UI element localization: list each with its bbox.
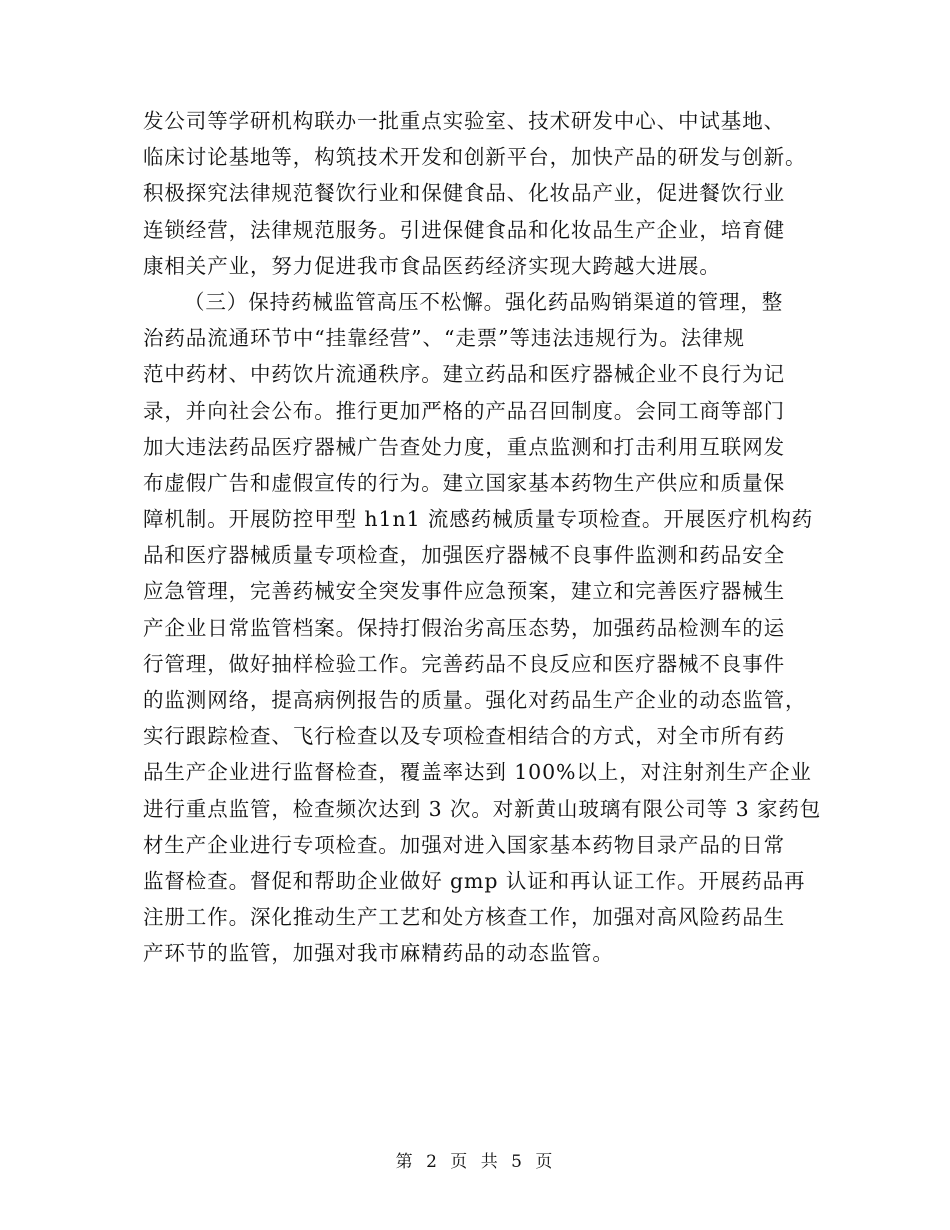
text-line: 品生产企业进行监督检查，覆盖率达到 100%以上，对注射剂生产企业 [143, 760, 812, 785]
text-line: 注册工作。深化推动生产工艺和处方核查工作，加强对高风险药品生 [143, 905, 785, 930]
text-line: 行管理，做好抽样检验工作。完善药品不良反应和医疗器械不良事件 [143, 651, 785, 676]
text-line: 材生产企业进行专项检查。加强对进入国家基本药物目录产品的日常 [143, 832, 785, 857]
text-line: 范中药材、中药饮片流通秩序。建立药品和医疗器械企业不良行为记 [143, 362, 785, 387]
text-line: 的监测网络，提高病例报告的质量。强化对药品生产企业的动态监管， [143, 688, 807, 712]
text-line: 产环节的监管，加强对我市麻精药品的动态监管。 [143, 941, 614, 966]
text-line: 产企业日常监管档案。保持打假治劣高压态势，加强药品检测车的运 [143, 615, 785, 640]
text-line: 发公司等学研机构联办一批重点实验室、技术研发中心、中试基地、 [143, 109, 785, 133]
text-line: 布虚假广告和虚假宣传的行为。建立国家基本药物生产供应和质量保 [143, 470, 785, 495]
text-line: 临床讨论基地等，构筑技术开发和创新平台，加快产品的研发与创新。 [143, 145, 807, 170]
text-line: 治药品流通环节中“挂靠经营”、“走票”等违法违规行为。法律规 [143, 326, 745, 351]
text-line: 加大违法药品医疗器械广告查处力度，重点监测和打击利用互联网发 [143, 434, 785, 459]
body-text [143, 103, 823, 972]
text-line: 品和医疗器械质量专项检查，加强医疗器械不良事件监测和药品安全 [143, 543, 785, 568]
text-line: 连锁经营，法律规范服务。引进保健食品和化妆品生产企业，培育健 [143, 217, 785, 242]
text-line: 障机制。开展防控甲型 h1n1 流感药械质量专项检查。开展医疗机构药 [143, 507, 814, 532]
section-heading-line: （三）保持药械监管高压不松懈。强化药品购销渠道的管理，整 [184, 289, 784, 314]
text-line: 应急管理，完善药械安全突发事件应急预案，建立和完善医疗器械生 [143, 579, 785, 604]
text-line: 实行跟踪检查、飞行检查以及专项检查相结合的方式，对全市所有药 [143, 724, 785, 749]
text-line: 监督检查。督促和帮助企业做好 gmp 认证和再认证工作。开展药品再 [143, 868, 806, 893]
text-line: 进行重点监管，检查频次达到 3 次。对新黄山玻璃有限公司等 3 家药包 [143, 796, 822, 821]
page-number-footer: 第 2 页 共 5 页 [395, 1152, 555, 1172]
text-line: 积极探究法律规范餐饮行业和保健食品、化妆品产业，促进餐饮行业 [143, 181, 785, 206]
text-line: 录，并向社会公布。推行更加严格的产品召回制度。会同工商等部门 [143, 398, 785, 423]
text-line: 康相关产业，努力促进我市食品医药经济实现大跨越大进展。 [143, 253, 721, 278]
